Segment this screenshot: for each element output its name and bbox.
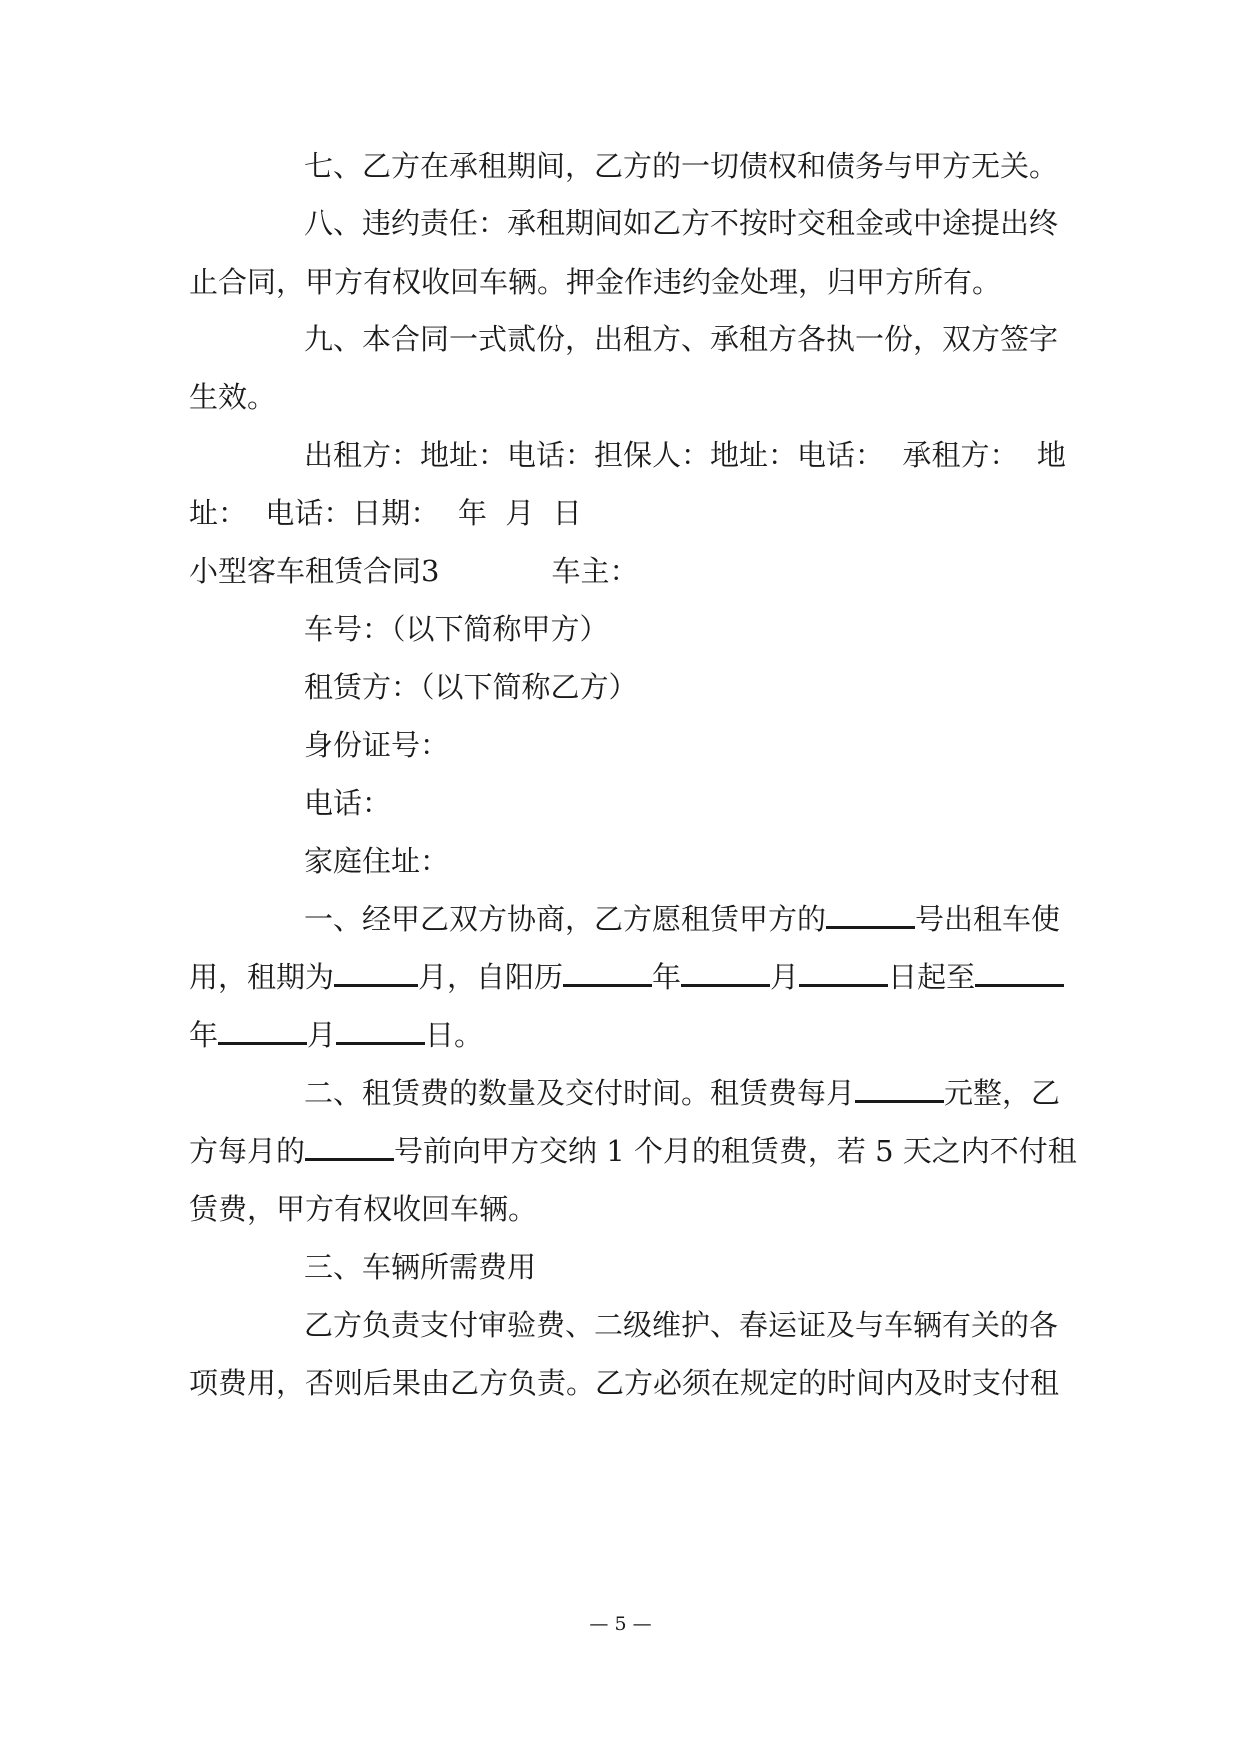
clause-2-text-d: 号前向甲方交纳 1 个月的租赁费，若 5 天之内不付租 <box>394 1134 1077 1168</box>
fill-blank <box>855 1074 944 1103</box>
lessee-field: 租赁方：（以下简称乙方） <box>304 670 638 704</box>
clause-1-line-3 <box>189 1015 1069 1055</box>
clause-1-line-2 <box>189 957 1069 997</box>
clause-2-line-3: 赁费，甲方有权收回车辆。 <box>189 1192 538 1226</box>
clause-3-heading: 三、车辆所需费用 <box>304 1250 537 1284</box>
clause-1-text-b: 号出租车使 <box>915 902 1061 936</box>
clause-8-line-1: 八、违约责任：承租期间如乙方不按时交租金或中途提出终 <box>304 206 1059 240</box>
clause-7: 七、乙方在承租期间，乙方的一切债权和债务与甲方无关。 <box>304 149 1059 183</box>
signature-block-line-1: 出租方：地址：电话：担保人：地址：电话： 承租方： 地 <box>304 438 1066 472</box>
address-field: 家庭住址： <box>304 844 450 878</box>
clause-1-text-c: 用，租期为 <box>189 960 335 994</box>
fill-blank <box>799 958 888 987</box>
fill-blank <box>334 958 418 987</box>
signature-block-line-2: 址： 电话：日期： 年 月 日 <box>189 496 582 530</box>
clause-1-text-d: 月，自阳历 <box>418 960 564 994</box>
clause-3-line-1: 乙方负责支付审验费、二级维护、春运证及与车辆有关的各 <box>304 1308 1059 1342</box>
fill-blank <box>218 1016 307 1045</box>
page-number: — 5 — <box>589 1613 652 1635</box>
owner-label: 车主： <box>551 554 639 588</box>
clause-1-text-e: 年 <box>652 960 682 994</box>
contract-title-line <box>189 551 1069 591</box>
clause-3-line-2: 项费用，否则后果由乙方负责。乙方必须在规定的时间内及时支付租 <box>189 1366 1060 1400</box>
clause-2-text-a: 二、租赁费的数量及交付时间。租赁费每月 <box>304 1076 856 1110</box>
clause-9-line-2: 生效。 <box>189 380 277 414</box>
clause-2-line-2 <box>189 1131 1077 1171</box>
fill-blank <box>826 900 915 929</box>
clause-2-line-1 <box>304 1073 1069 1113</box>
clause-1-text-h: 年 <box>189 1018 219 1052</box>
clause-1-text-g: 日起至 <box>888 960 976 994</box>
clause-2-text-c: 方每月的 <box>189 1134 306 1168</box>
phone-field: 电话： <box>304 786 392 820</box>
clause-1-text-i: 月 <box>307 1018 337 1052</box>
fill-blank <box>563 958 652 987</box>
clause-1-text-j: 日。 <box>425 1018 484 1052</box>
fill-blank <box>336 1016 425 1045</box>
clause-2-text-b: 元整，乙 <box>944 1076 1061 1110</box>
clause-1-text-f: 月 <box>770 960 800 994</box>
fill-blank <box>975 958 1064 987</box>
clause-8-line-2: 止合同，甲方有权收回车辆。押金作违约金处理，归甲方所有。 <box>189 265 1002 299</box>
plate-number-field: 车号：（以下简称甲方） <box>304 612 609 646</box>
clause-9-line-1: 九、本合同一式贰份，出租方、承租方各执一份，双方签字 <box>304 322 1059 356</box>
fill-blank <box>681 958 770 987</box>
contract-title: 小型客车租赁合同3 <box>189 554 440 588</box>
clause-1-text-a: 一、经甲乙双方协商，乙方愿租赁甲方的 <box>304 902 827 936</box>
fill-blank <box>305 1132 394 1161</box>
id-number-field: 身份证号： <box>304 728 450 762</box>
clause-1-line-1 <box>304 899 1069 939</box>
